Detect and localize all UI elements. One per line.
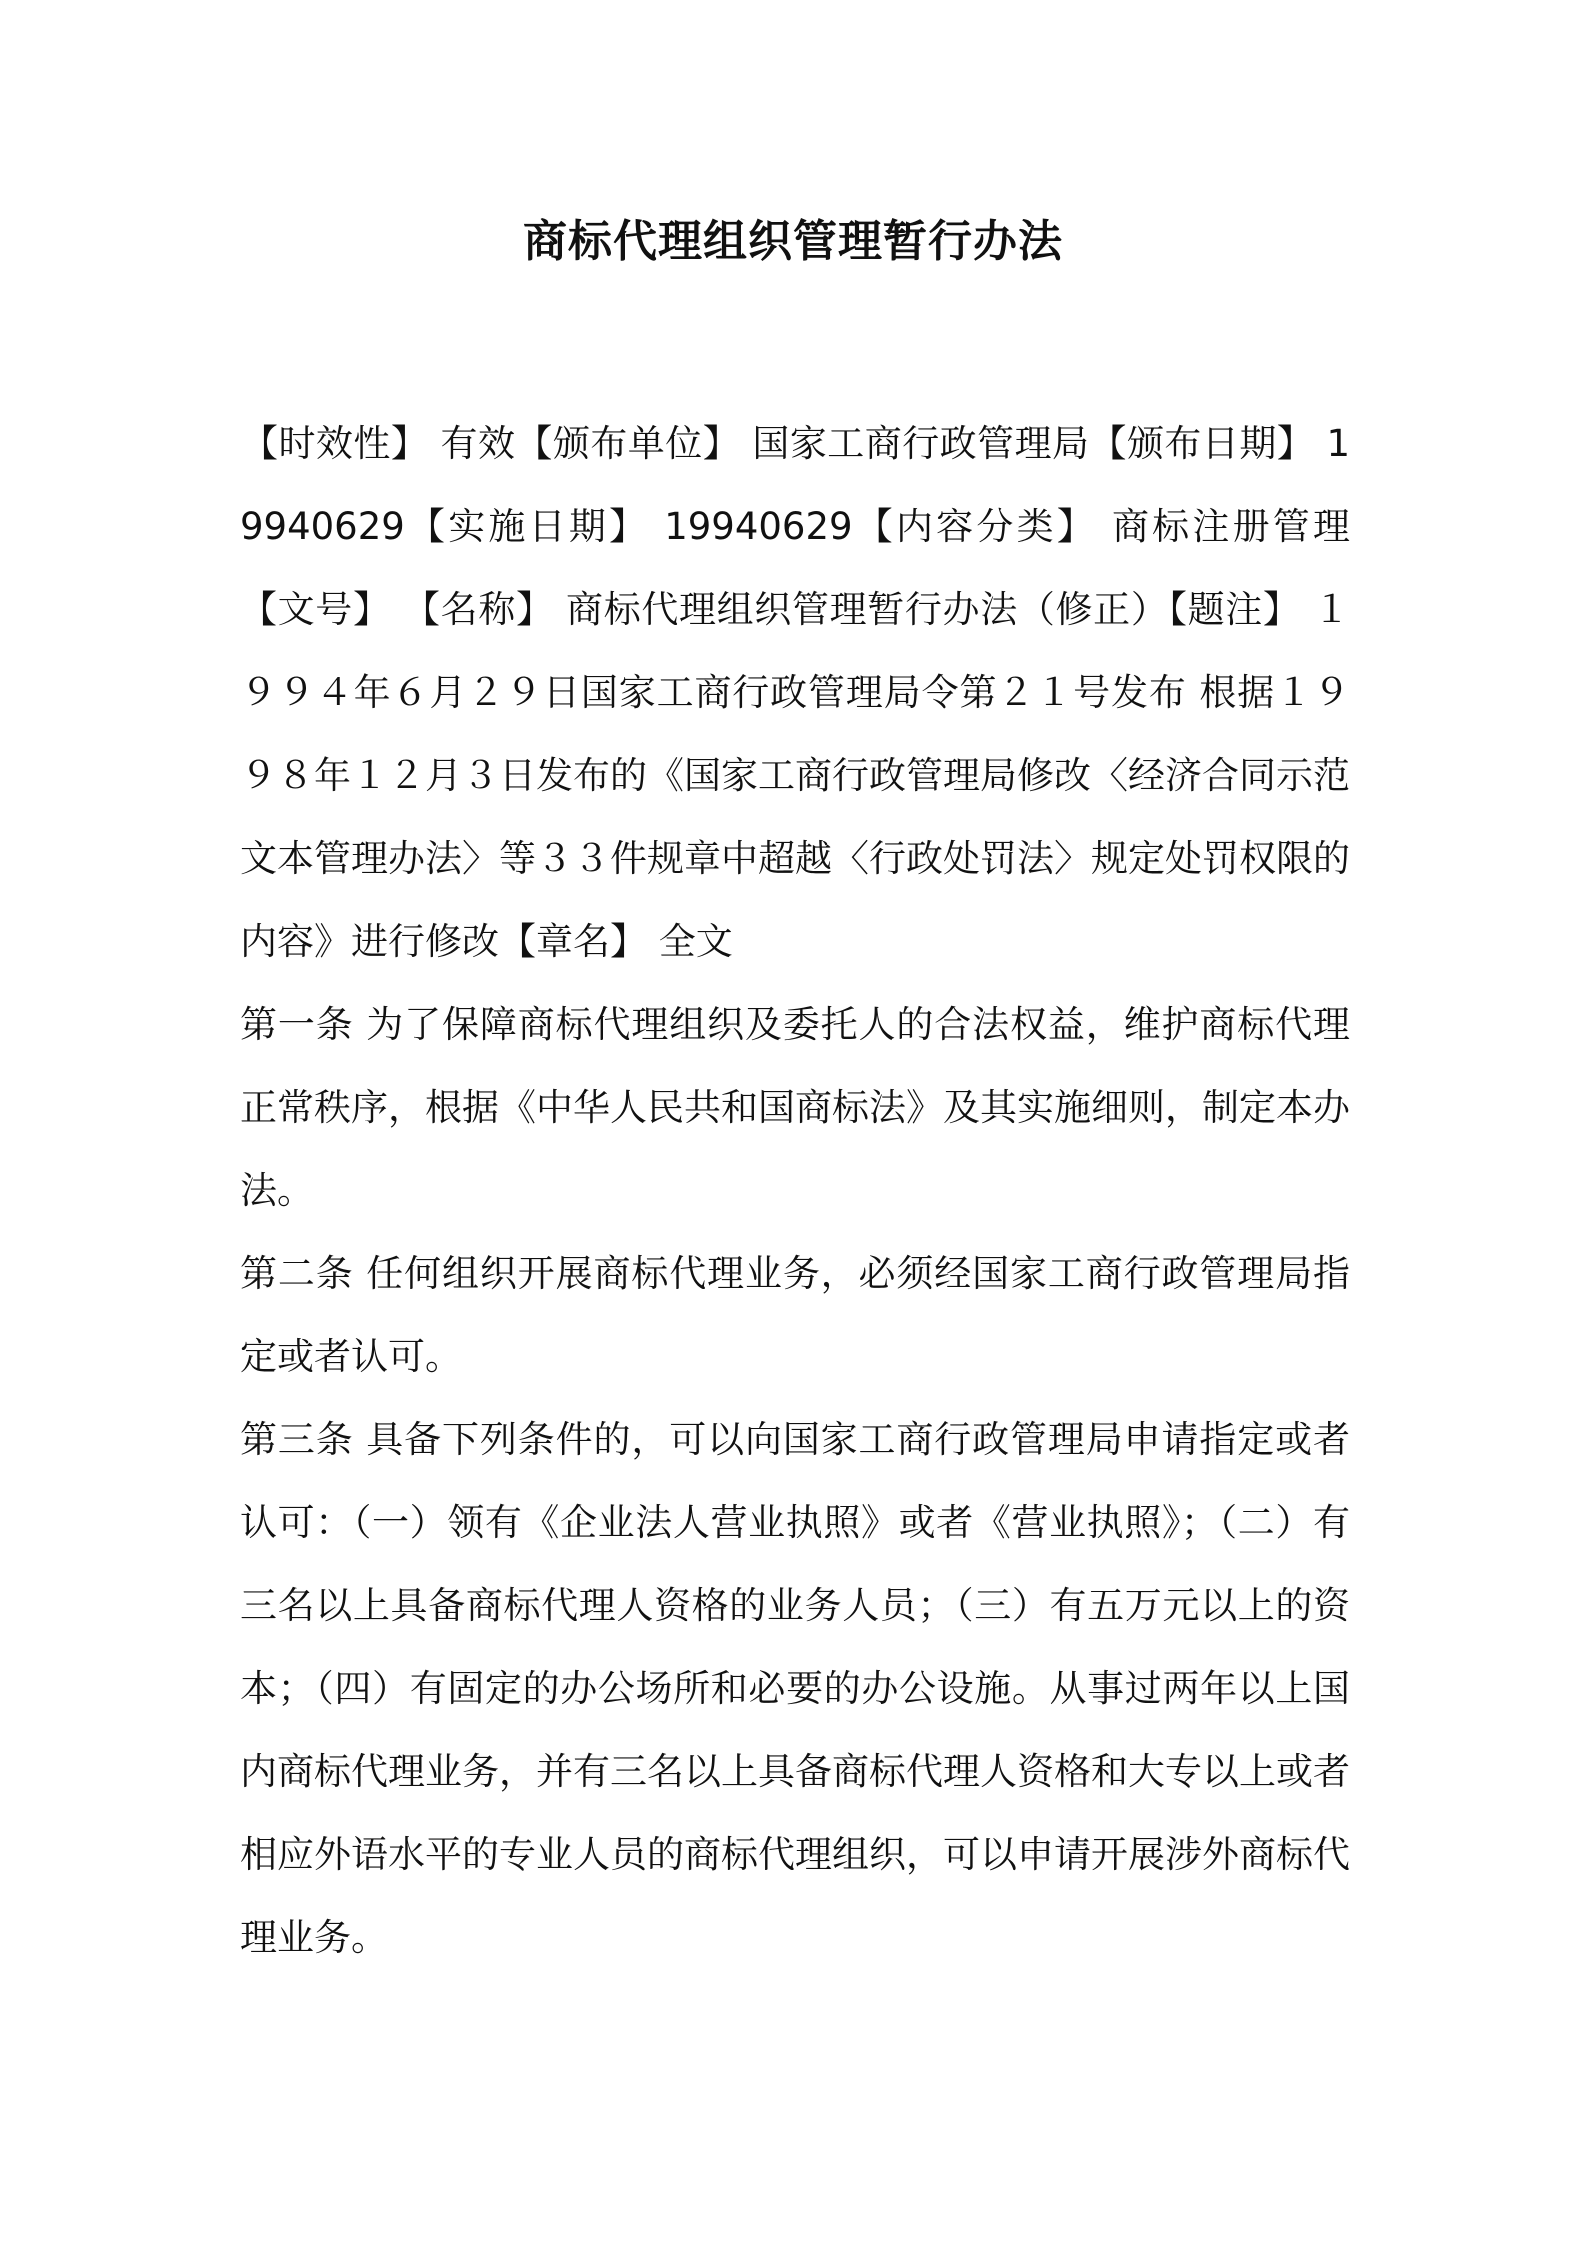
- document-title: 商标代理组织管理暂行办法: [523, 216, 1063, 267]
- article-2: 第二条 任何组织开展商标代理业务，必须经国家工商行政管理局指定或者认可。: [240, 1252, 1350, 1378]
- document-body: [240, 402, 1350, 1979]
- article-3: 第三条 具备下列条件的，可以向国家工商行政管理局申请指定或者认可：（一）领有《企业法人营业执照》或者《营业执照》；（二）有三名以上具备商标代理人资格的业务人员；（三）有五万元以上的资本；（四）有固定的办公场所和必要的办公设施。从事过两年以上国内商标代理业务，并有三名以上具备商标代理人资格和大专以上或者相应外语水平的专业人员的商标代理组织，可以申请开展涉外商标代理业务。: [240, 1418, 1350, 1959]
- document-metadata: 【时效性】 有效【颁布单位】 国家工商行政管理局【颁布日期】 19940629【实施日期】 19940629【内容分类】 商标注册管理【文号】 【名称】 商标代理组织管理暂行办法（修正）【题注】 １９９４年６月２９日国家工商行政管理局令第２１号发布 根据１９９８年１２月３日发布的《国家工商行政管理局修改〈经济合同示范文本管理办法〉等３３件规章中超越〈行政处罚法〉规定处罚权限的内容》进行修改【章名】 全文: [240, 422, 1350, 963]
- article-1: 第一条 为了保障商标代理组织及委托人的合法权益，维护商标代理正常秩序，根据《中华人民共和国商标法》及其实施细则，制定本办法。: [240, 1003, 1350, 1212]
